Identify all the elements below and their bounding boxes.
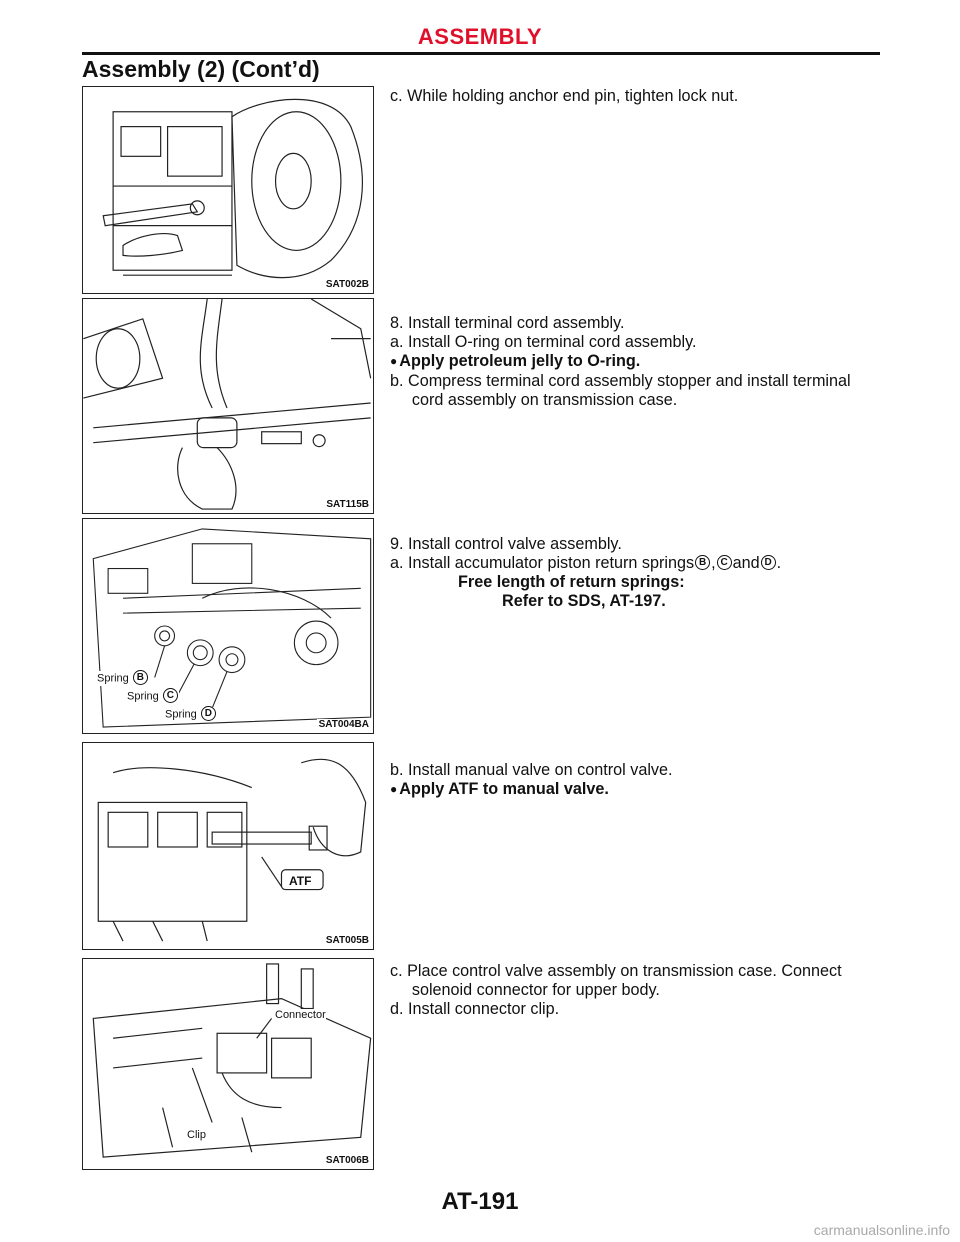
callout-d: D [761, 555, 776, 570]
atf-label: ATF [289, 874, 312, 888]
figure-sat005b [82, 742, 374, 950]
step-block-1 [390, 87, 882, 106]
figure-id: SAT006B [325, 1155, 369, 1166]
step-block-4 [390, 761, 882, 800]
step-block-2 [390, 314, 882, 410]
terminal-cord-illustration [83, 299, 373, 513]
spring-c-label: Spring C [127, 689, 179, 704]
spec-value: Refer to SDS, AT-197. [502, 592, 666, 610]
figure-id: SAT004BA [318, 719, 369, 730]
spring-b-label: Spring B [97, 671, 149, 686]
figure-sat115b [82, 298, 374, 514]
step-text: 8. Install terminal cord assembly. [390, 314, 625, 332]
bullet-icon: ● [390, 782, 398, 796]
figure-id: SAT115B [326, 499, 369, 510]
caution-line: ● Apply ATF to manual valve. [390, 780, 609, 798]
connector-clip-illustration [83, 959, 373, 1169]
page-title: Assembly (2) (Cont’d) [82, 56, 320, 82]
figure-id: SAT005B [325, 935, 369, 946]
clip-label: Clip [187, 1129, 206, 1141]
bullet-icon: ● [390, 354, 398, 368]
spec-heading: Free length of return springs: [458, 573, 685, 591]
step-block-3 [390, 535, 882, 611]
header-rule [82, 52, 880, 55]
step-block-5 [390, 962, 882, 1019]
step-text: c. While holding anchor end pin, tighten lock nut. [390, 87, 739, 105]
step-text: b. Install manual valve on control valve. [390, 761, 673, 779]
spring-d-label: Spring D [165, 707, 217, 722]
manual-valve-illustration [83, 743, 373, 949]
step-text: a. Install O-ring on terminal cord assembly. [390, 333, 697, 351]
figure-sat002b [82, 86, 374, 294]
figure-sat006b [82, 958, 374, 1170]
watermark: carmanualsonline.info [813, 1222, 950, 1238]
transmission-illustration [83, 87, 373, 293]
callout-b: B [695, 555, 710, 570]
figure-id: SAT002B [325, 279, 369, 290]
connector-label: Connector [275, 1009, 326, 1021]
step-text: 9. Install control valve assembly. [390, 535, 622, 553]
step-text: b. Compress terminal cord assembly stopper and install terminal cord assembly on transmission case. [390, 372, 851, 409]
step-text: d. Install connector clip. [390, 1000, 560, 1018]
step-text: c. Place control valve assembly on transmission case. Connect solenoid connector for upper body. [390, 962, 842, 999]
page-number: AT-191 [441, 1188, 519, 1215]
section-tag: ASSEMBLY [417, 24, 543, 49]
callout-c: C [717, 555, 732, 570]
caution-line: ● Apply petroleum jelly to O-ring. [390, 352, 641, 370]
step-text: a. Install accumulator piston return springs B , C and D . [390, 554, 782, 572]
figure-sat004ba [82, 518, 374, 734]
